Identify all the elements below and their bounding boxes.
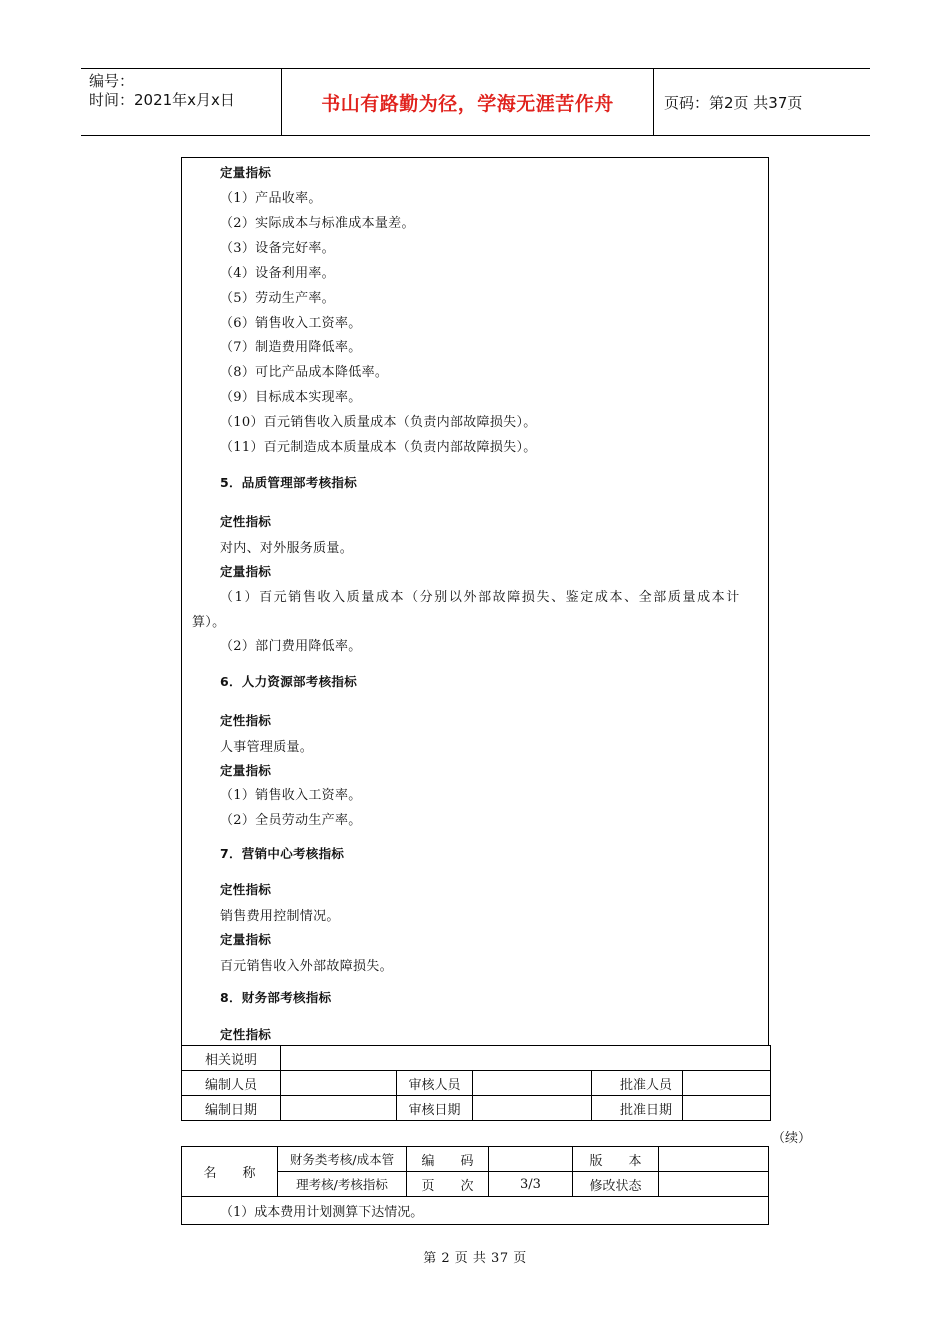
section-heading: 定量指标 [220,165,272,180]
page-label: 页 次 [407,1172,489,1197]
prepared-by-value [281,1071,397,1096]
section-heading: 定性指标 [220,713,272,728]
name-label: 名 称 [182,1147,278,1197]
version-value [659,1147,769,1172]
continued-header-table [181,1146,769,1225]
header-page-info: 页码：第2页 共37页 [664,93,803,112]
name-value-line-2: 理考核/考核指标 [278,1172,407,1197]
code-label: 编 码 [407,1147,489,1172]
dates-row [182,1096,771,1121]
prepared-date-label: 编制日期 [182,1096,281,1121]
section-heading: 定量指标 [220,763,272,778]
revision-value [659,1172,769,1197]
continued-row-1 [182,1147,769,1172]
version-label: 版 本 [573,1147,659,1172]
document-date: 时间：2021年x月x日 [89,91,235,109]
content-line: （8）可比产品成本降低率。 [220,365,389,380]
content-line: （1）销售收入工资率。 [220,788,362,803]
related-value [281,1046,771,1071]
page-header [81,68,870,136]
content-line: 百元销售收入外部故障损失。 [220,959,393,974]
content-line: （3）设备完好率。 [220,241,335,256]
revision-label: 修改状态 [573,1172,659,1197]
related-label: 相关说明 [182,1046,281,1071]
continued-mark: （续） [772,1131,812,1146]
content-line: （1）产品收率。 [220,191,322,206]
reviewed-by-label: 审核人员 [397,1071,473,1096]
content-line: （7）制造费用降低率。 [220,340,362,355]
content-line: 对内、对外服务质量。 [220,541,354,556]
code-value [489,1147,573,1172]
prepared-by-label: 编制人员 [182,1071,281,1096]
reviewed-date-value [473,1096,592,1121]
content-line: （2）全员劳动生产率。 [220,813,362,828]
page-number: 第 2 页 共 37 页 [423,1251,527,1266]
content-line: （2）实际成本与标准成本量差。 [220,216,415,231]
document-number-label: 编号： [89,72,135,90]
header-meta [81,69,282,135]
reviewed-date-label: 审核日期 [397,1096,473,1121]
content-line: （9）目标成本实现率。 [220,390,362,405]
continued-row-3 [182,1197,769,1225]
section-heading: 5．品质管理部考核指标 [220,475,357,490]
section-heading: 定量指标 [220,932,272,947]
content-line: （1）百元销售收入质量成本（分别以外部故障损失、鉴定成本、全部质量成本计 [220,590,741,605]
name-value-line-1: 财务类考核/成本管 [278,1147,407,1172]
approval-table [181,1045,771,1121]
content-line: （2）部门费用降低率。 [220,639,362,654]
related-row [182,1046,771,1071]
header-motto: 书山有路勤为径，学海无涯苦作舟 [282,69,654,135]
section-heading: 定性指标 [220,1027,272,1042]
content-line: 销售费用控制情况。 [220,909,340,924]
content-line: 算）。 [192,615,226,630]
content-line: 人事管理质量。 [220,740,314,755]
section-heading: 定量指标 [220,564,272,579]
approved-date-label: 批准日期 [592,1096,683,1121]
prepared-date-value [281,1096,397,1121]
approved-by-value [683,1071,771,1096]
people-row [182,1071,771,1096]
section-heading: 6．人力资源部考核指标 [220,674,357,689]
section-heading: 定性指标 [220,882,272,897]
approved-by-label: 批准人员 [592,1071,683,1096]
content-line: （11）百元制造成本质量成本（负责内部故障损失）。 [220,440,537,455]
page-value: 3/3 [489,1172,573,1197]
content-line: （6）销售收入工资率。 [220,316,362,331]
content-line: （4）设备利用率。 [220,266,335,281]
continued-first-line: （1）成本费用计划测算下达情况。 [182,1197,769,1225]
reviewed-by-value [473,1071,592,1096]
content-line: （5）劳动生产率。 [220,291,335,306]
section-heading: 定性指标 [220,514,272,529]
section-heading: 8．财务部考核指标 [220,990,332,1005]
content-line: （10）百元销售收入质量成本（负责内部故障损失）。 [220,415,537,430]
approved-date-value [683,1096,771,1121]
content-box [181,157,769,1045]
section-heading: 7．营销中心考核指标 [220,846,345,861]
